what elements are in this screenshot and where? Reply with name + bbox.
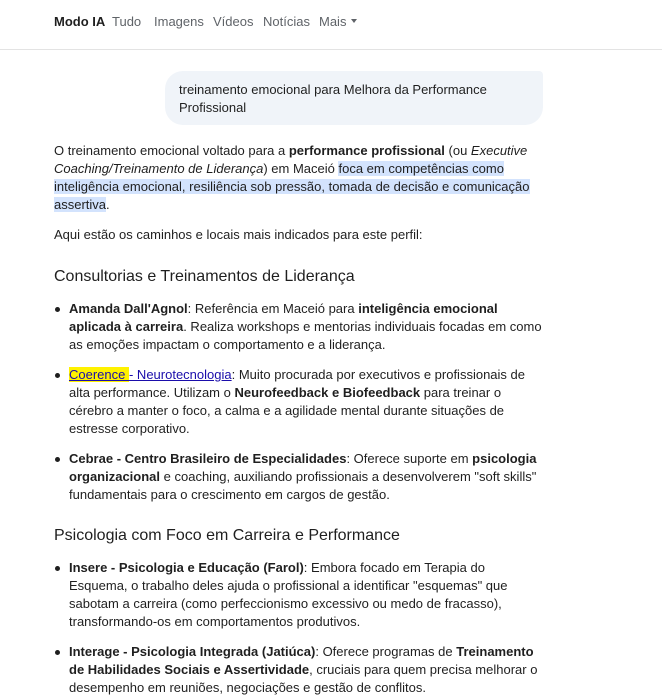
psicologia-list xyxy=(54,559,546,697)
coerence-link[interactable]: Coerence xyxy=(69,367,129,382)
list-item: Interage - Psicologia Integrada (Jatiúca): Oferece programas de Treinamento de Habilidades Sociais e Assertividade, cruciais para quem precisa melhorar o desempenho em reuniões, negociações e gestão de conflitos. xyxy=(54,643,546,697)
chevron-down-icon xyxy=(351,19,357,23)
consultorias-list xyxy=(54,300,546,504)
neurotecnologia-link[interactable]: - Neurotecnologia xyxy=(128,367,232,382)
ai-response xyxy=(54,142,546,697)
tab-mais[interactable] xyxy=(319,14,357,30)
list-item: Amanda Dall'Agnol: Referência em Maceió para inteligência emocional aplicada à carreira. Realiza workshops e mentorias individuais focadas em como as emoções impactam o comportamento e a liderança. xyxy=(54,300,546,354)
highlighted-text[interactable]: foca em competências como inteligência emocional, resiliência sob pressão, tomada de decisão e comunicação assertiva xyxy=(54,161,530,212)
list-item: Cebrae - Centro Brasileiro de Especialidades: Oferece suporte em psicologia organizacional e coaching, auxiliando profissionais a desenvolverem "soft skills" fundamentais para o crescimento em cargos de gestão. xyxy=(54,450,546,504)
intro-paragraph: O treinamento emocional voltado para a performance profissional (ou Executive Coaching/Treinamento de Liderança) em Maceió foca em competências como inteligência emocional, resiliência sob pressão, tomada de decisão e comunicação assertiva. xyxy=(54,143,530,212)
tab-videos[interactable]: Vídeos xyxy=(213,14,254,29)
section-heading-psicologia: Psicologia com Foco em Carreira e Performance xyxy=(54,527,400,544)
tab-mais-label: Mais xyxy=(319,14,347,29)
list-item: Coerence - Neurotecnologia: Muito procurada por executivos e profissionais de alta performance. Utilizam o Neurofeedback e Biofeedback para treinar o cérebro a manter o foco, a calma e a agilidade mental durante situações de estresse corporativo. xyxy=(54,366,546,438)
top-navigation xyxy=(0,0,662,50)
tab-modo-ia[interactable]: Modo IA xyxy=(54,14,106,29)
tab-imagens[interactable]: Imagens xyxy=(154,14,204,29)
tab-tudo[interactable]: Tudo xyxy=(112,14,142,29)
user-query-bubble: treinamento emocional para Melhora da Performance Profissional xyxy=(165,71,543,125)
section-heading-consultorias: Consultorias e Treinamentos de Liderança xyxy=(54,268,355,285)
intro-paragraph-2: Aqui estão os caminhos e locais mais indicados para este perfil: xyxy=(54,227,423,242)
tab-noticias[interactable]: Notícias xyxy=(263,14,310,29)
list-item: Insere - Psicologia e Educação (Farol): Embora focado em Terapia do Esquema, o trabalho deles ajuda o profissional a identificar "esquemas" que sabotam a carreira (como perfeccionismo excessivo ou medo de fracasso), transformando-os em comportamentos produtivos. xyxy=(54,559,546,631)
